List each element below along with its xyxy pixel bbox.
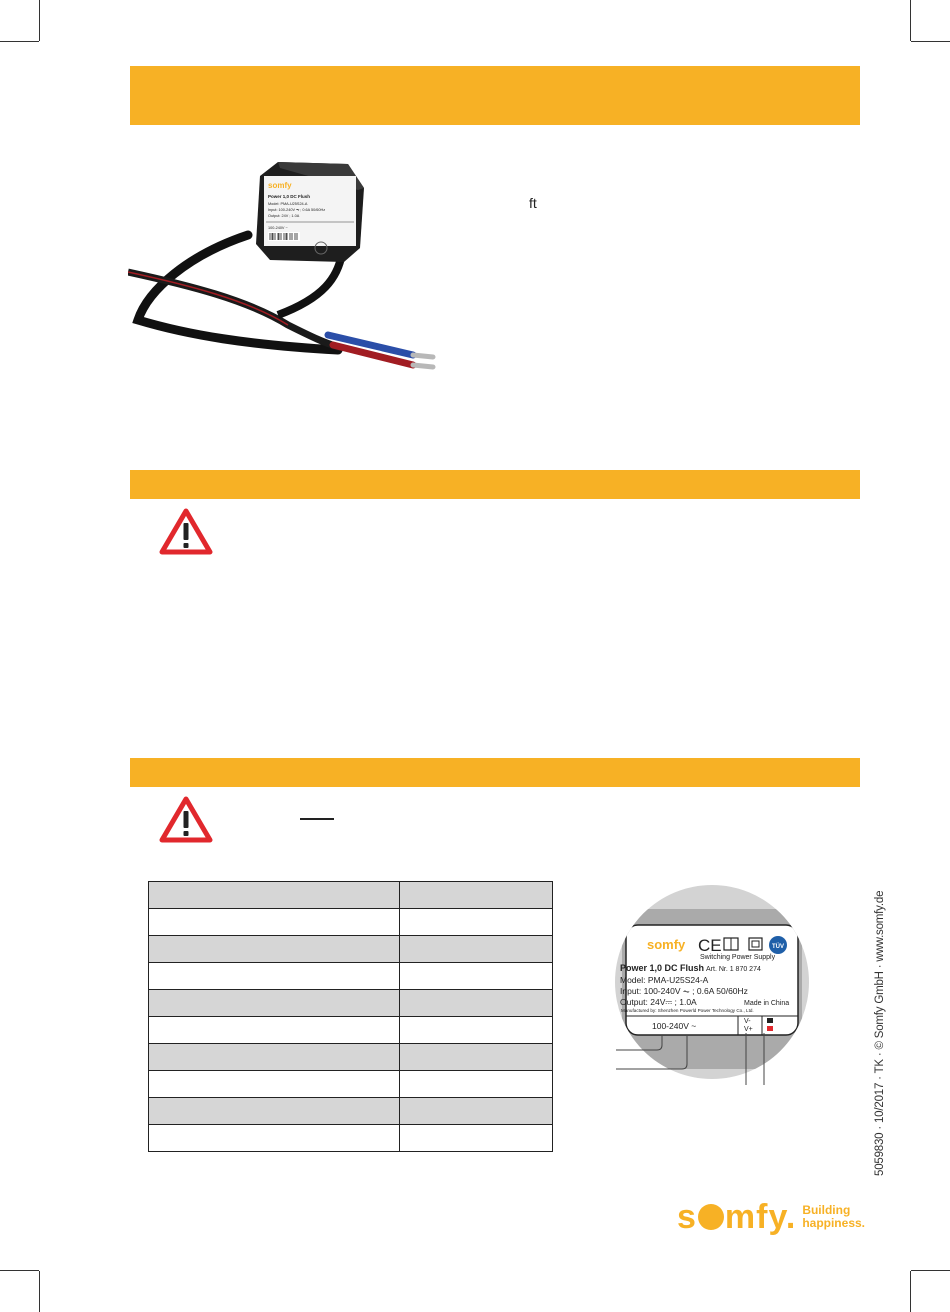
photo-label-title: Power 1,0 DC Flush	[268, 194, 311, 199]
terminal-negative-icon	[767, 1018, 773, 1023]
label-input: Input: 100-240V ⏦ ; 0.6A 50/60Hz	[620, 986, 748, 996]
crop-mark	[39, 0, 40, 41]
table-cell	[400, 909, 553, 936]
table-cell	[149, 1017, 400, 1044]
slogan-line-2: happiness.	[802, 1216, 865, 1230]
photo-label-input: Input: 100-240V ⏦ ; 0.6A 50/60Hz	[268, 208, 326, 212]
logo-wordmark: s mfy.	[677, 1198, 797, 1236]
crop-mark	[0, 1270, 39, 1271]
table-cell	[400, 936, 553, 963]
table-row	[149, 1071, 553, 1098]
crop-mark	[0, 41, 39, 42]
table-cell	[149, 936, 400, 963]
photo-label-ac: 100-240V ~	[268, 226, 288, 230]
table-cell	[149, 882, 400, 909]
table-cell	[400, 1098, 553, 1125]
slogan-line-1: Building	[802, 1203, 851, 1217]
section-band	[130, 758, 860, 787]
table-cell	[149, 990, 400, 1017]
photo-label-output: Output: 24V ; 1.0A	[268, 214, 300, 218]
table-row	[149, 909, 553, 936]
tuv-badge-icon	[769, 936, 787, 954]
somfy-logo	[677, 1200, 865, 1234]
table-cell	[400, 882, 553, 909]
label-detail	[600, 885, 825, 1085]
label-v-plus: V+	[744, 1026, 753, 1033]
warning-icon	[159, 795, 213, 843]
label-model: Model: PMA-U25S24-A	[620, 975, 709, 985]
spec-table	[148, 881, 553, 1152]
crop-mark	[39, 1271, 40, 1312]
table-row	[149, 1125, 553, 1152]
table-row	[149, 936, 553, 963]
label-subtitle: Switching Power Supply	[700, 954, 776, 961]
terminal-positive-icon	[767, 1026, 773, 1031]
table-cell	[149, 1098, 400, 1125]
table-cell	[149, 1044, 400, 1071]
table-cell	[400, 1044, 553, 1071]
intro-text: ft	[529, 195, 537, 211]
logo-dot-icon	[698, 1204, 724, 1230]
ce-mark-icon	[698, 936, 722, 955]
table-cell	[400, 1125, 553, 1152]
document-reference: 5059830 · 10/2017 · TK · © Somfy GmbH · www.somfy.de	[874, 890, 886, 1176]
svg-text:CE: CE	[698, 936, 722, 955]
table-cell	[400, 1071, 553, 1098]
table-cell	[149, 963, 400, 990]
crop-mark	[910, 0, 911, 41]
warning-icon	[159, 507, 213, 555]
table-cell	[400, 990, 553, 1017]
label-brand: somfy	[647, 937, 686, 952]
table-row	[149, 1017, 553, 1044]
label-title: Power 1,0 DC Flush	[620, 963, 705, 973]
table-row	[149, 963, 553, 990]
label-output: Output: 24V⎓ ; 1.0A	[620, 997, 697, 1007]
underline-mark	[300, 818, 334, 820]
label-made-in: Made in China	[744, 1000, 790, 1007]
photo-label-model: Model: PMA-U25S24-A	[268, 202, 308, 206]
crop-mark	[911, 1270, 950, 1271]
label-manufacturer: Manufactured by: Shenzhen Powerld Power Technology Co., Ltd.	[621, 1008, 754, 1013]
label-art-no: Art. Nr. 1 870 274	[706, 966, 761, 973]
svg-text:TÜV: TÜV	[772, 944, 784, 950]
table-row	[149, 1044, 553, 1071]
table-cell	[400, 1017, 553, 1044]
section-band	[130, 470, 860, 499]
logo-slogan	[802, 1204, 865, 1230]
label-v-minus: V-	[744, 1018, 751, 1025]
crop-mark	[911, 41, 950, 42]
label-ac-range: 100-240V ~	[652, 1021, 697, 1031]
table-row	[149, 990, 553, 1017]
barcode-icon	[268, 232, 300, 241]
photo-label-brand: somfy	[268, 181, 292, 190]
product-photo	[128, 150, 448, 390]
table-cell	[149, 909, 400, 936]
table-cell	[149, 1125, 400, 1152]
table-cell	[149, 1071, 400, 1098]
table-row	[149, 882, 553, 909]
table-row	[149, 1098, 553, 1125]
header-band	[130, 66, 860, 125]
crop-mark	[910, 1271, 911, 1312]
table-cell	[400, 963, 553, 990]
